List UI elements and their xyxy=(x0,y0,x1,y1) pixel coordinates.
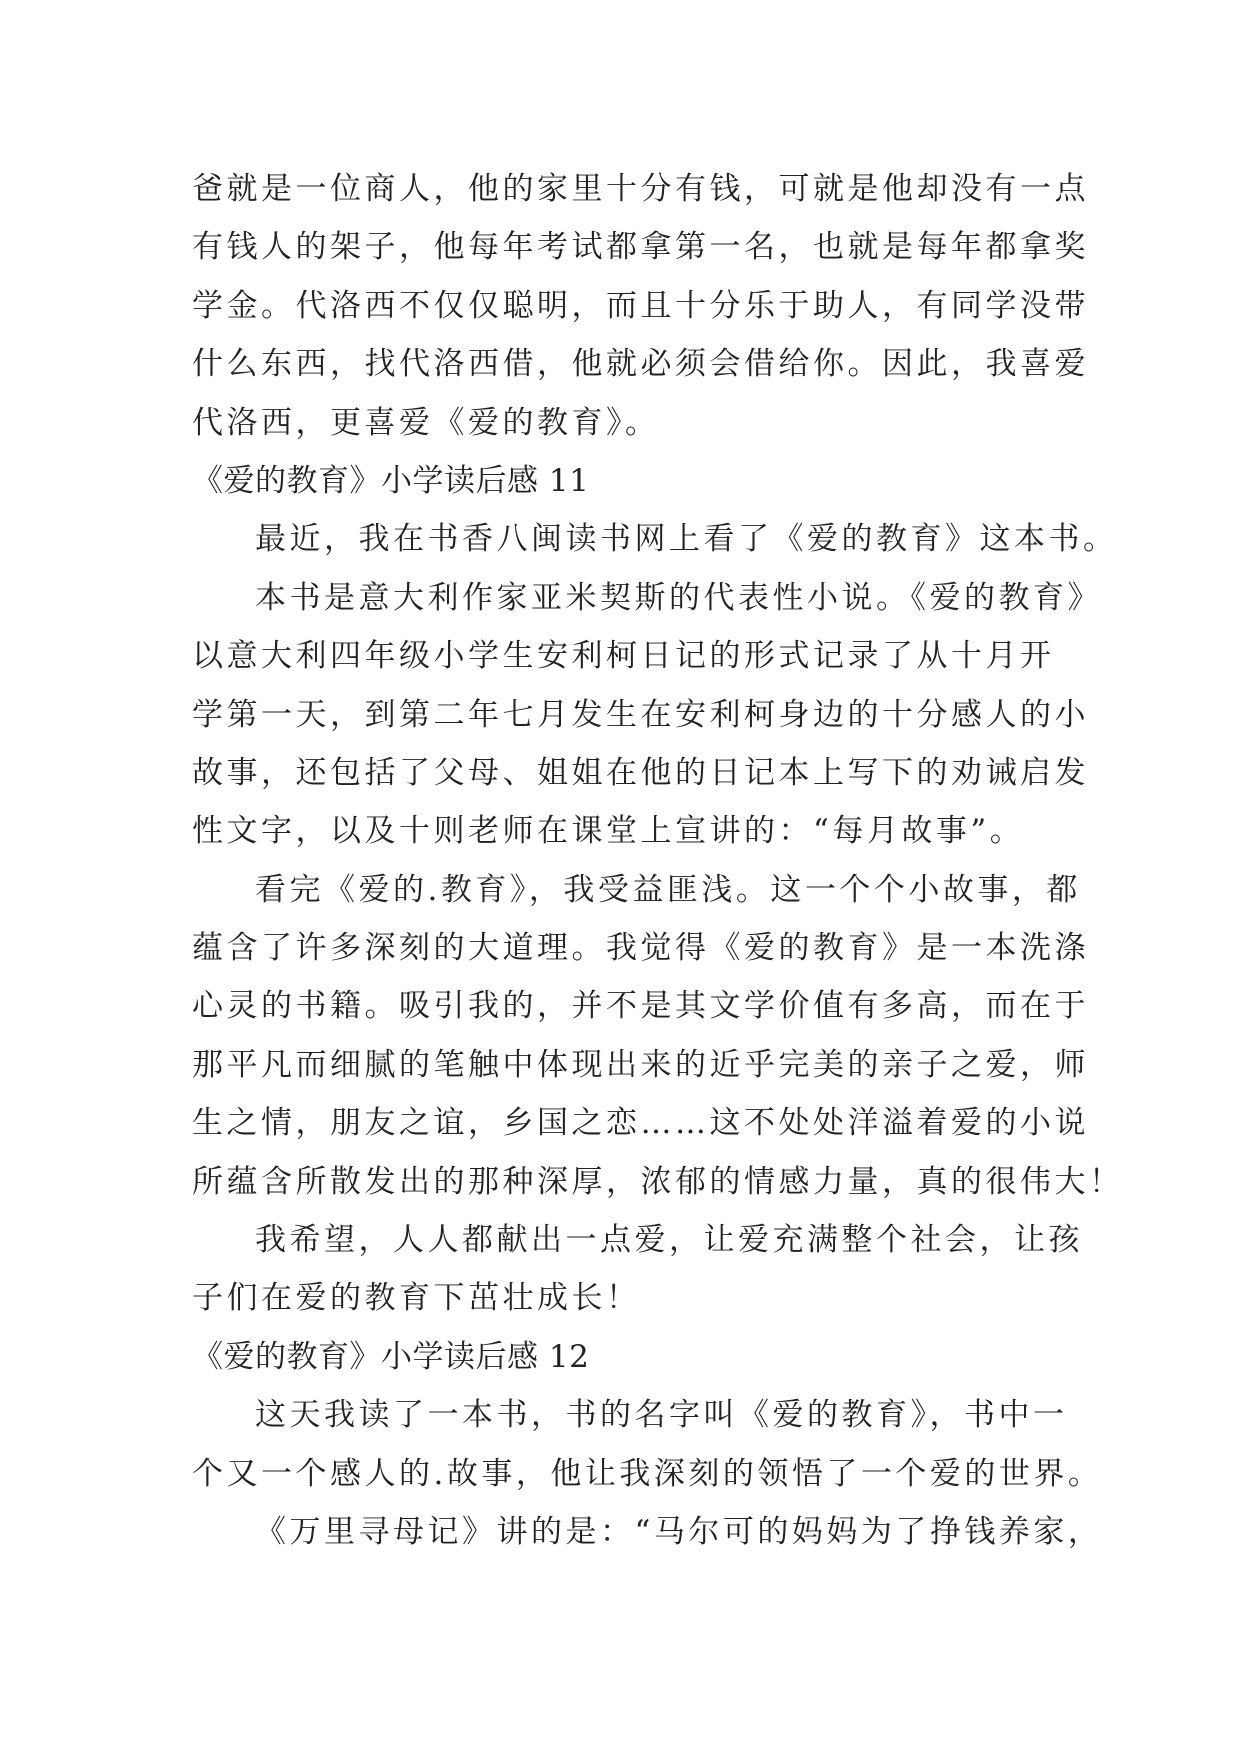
text-line: 爸就是一位商人，他的家里十分有钱，可就是他却没有一点 xyxy=(192,171,1089,207)
paragraph-first-line: 最近，我在书香八闽读书网上看了《爱的教育》这本书。 xyxy=(255,521,1118,558)
text-line: 子们在爱的教育下茁壮成长！ xyxy=(192,1280,641,1317)
text-line: 那平凡而细腻的笔触中体现出来的近乎完美的亲子之爱，师 xyxy=(192,1046,1089,1083)
paragraph-first-line: 看完《爱的.教育》，我受益匪浅。这一个个小故事，都 xyxy=(255,871,1081,908)
text-line: 学金。代洛西不仅仅聪明，而且十分乐于助人，有同学没带 xyxy=(192,287,1089,324)
text-line: 代洛西，更喜爱《爱的教育》。 xyxy=(192,404,660,441)
text-line: 蕴含了许多深刻的大道理。我觉得《爱的教育》是一本洗涤 xyxy=(192,930,1089,967)
text-line: 什么东西，找代洛西借，他就必须会借给你。因此，我喜爱 xyxy=(192,346,1089,383)
paragraph-first-line: 本书是意大利作家亚米契斯的代表性小说。《爱的教育》 xyxy=(255,579,1102,616)
section-heading-11: 《爱的教育》小学读后感 11 xyxy=(192,462,590,499)
text-line: 所蕴含所散发出的那种深厚，浓郁的情感力量，真的很伟大！ xyxy=(192,1163,1124,1200)
text-line: 有钱人的架子，他每年考试都拿第一名，也就是每年都拿奖 xyxy=(192,229,1089,266)
paragraph-first-line: 这天我读了一本书，书的名字叫《爱的教育》，书中一 xyxy=(255,1397,1068,1434)
text-line: 学第一天，到第二年七月发生在安利柯身边的十分感人的小 xyxy=(192,696,1089,733)
paragraph-first-line: 《万里寻母记》讲的是：“马尔可的妈妈为了挣钱养家， xyxy=(255,1513,1103,1550)
paragraph-first-line: 我希望，人人都献出一点爱，让爱充满整个社会，让孩 xyxy=(255,1222,1083,1259)
text-line: 性文字，以及十则老师在课堂上宣讲的：“每月故事”。 xyxy=(192,813,1025,850)
text-line: 故事，还包括了父母、姐姐在他的日记本上写下的劝诫启发 xyxy=(192,754,1089,791)
section-heading-12: 《爱的教育》小学读后感 12 xyxy=(192,1338,590,1375)
text-line: 生之情，朋友之谊，乡国之恋……这不处处洋溢着爱的小说 xyxy=(192,1105,1089,1142)
text-line: 心灵的书籍。吸引我的，并不是其文学价值有多高，而在于 xyxy=(192,988,1089,1025)
document-body xyxy=(192,160,1124,1561)
text-line: 以意大利四年级小学生安利柯日记的形式记录了从十月开 xyxy=(192,638,1055,675)
text-line: 个又一个感人的.故事，他让我深刻的领悟了一个爱的世界。 xyxy=(192,1455,1103,1492)
